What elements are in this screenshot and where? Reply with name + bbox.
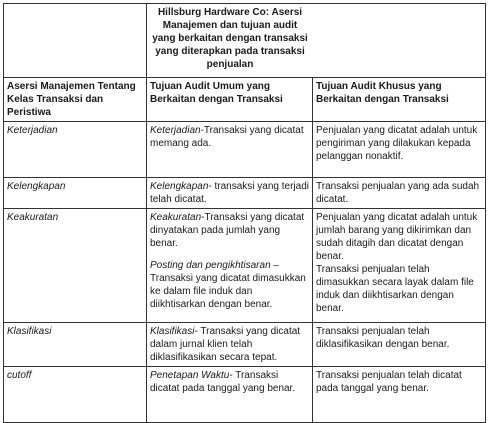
general-objective-cell [147,122,313,178]
title-row [4,4,486,78]
empty-corner-cell [4,4,147,78]
general-text: - Transaksi yang dicatat dalam jurnal klien telah diklasifikasikan secara tepat. [150,326,301,363]
table-row-completeness [4,178,486,209]
table-row-occurrence [4,122,486,178]
specific-text: Transaksi penjualan telah dimasukkan secara layak dalam file induk dan diikhtisarkan dengan benar. [316,264,474,314]
general-text: -Transaksi yang dicatat memang ada. [150,125,304,149]
general-text: -Transaksi yang dicatat dinyatakan pada jumlah yang benar. [150,212,305,249]
specific-text: Transaksi penjualan telah dicatat pada tanggal yang benar. [316,370,462,394]
audit-objectives-table [3,3,486,423]
general-objective-cell [147,209,313,323]
general-term: Posting dan pengikhtisaran – [150,260,279,271]
assertion-cell: Klasifikasi [4,323,147,367]
general-term: Penetapan Waktu [150,370,230,381]
general-text: - transaksi yang terjadi telah dicatat. [150,181,309,205]
table-title: Hillsburg Hardware Co: Asersi Manajemen dan tujuan audit yang berkaitan dengan transaksi yang diterapkan pada transaksi penjualan [152,7,308,70]
table-row-accuracy [4,209,486,323]
general-objective-cell [147,367,313,423]
specific-text: Penjualan yang dicatat adalah untuk pengiriman yang dilakukan kepada pelanggan nonaktif. [316,125,478,162]
specific-text: Penjualan yang dicatat adalah untuk jumlah barang yang dikirimkan dan sudah ditagih dan dicatat dengan benar. [316,212,478,262]
assertion-cell: Keterjadian [4,122,147,178]
table-row-classification [4,323,486,367]
specific-objective-cell [313,367,486,423]
general-term: Kelengkapan [150,181,209,192]
specific-objective-cell [313,178,486,209]
general-objective-cell [147,178,313,209]
assertion-cell: Keakuratan [4,209,147,323]
specific-objective-cell [313,323,486,367]
general-text: Transaksi yang dicatat dimasukkan ke dalam file induk dan diikhtisarkan dengan benar. [150,273,306,310]
general-term: Keakuratan [150,212,202,223]
specific-text: Transaksi penjualan telah diklasifikasikan dengan benar. [316,326,450,350]
assertion-cell: Kelengkapan [4,178,147,209]
general-term: Keterjadian [150,125,201,136]
general-text: - Transaksi dicatat pada tanggal yang benar. [150,370,296,394]
header-assertion: Asersi Manajemen Tentang Kelas Transaksi dan Peristiwa [4,78,147,122]
header-row [4,78,486,122]
header-specific-objective: Tujuan Audit Khusus yang Berkaitan dengan Transaksi [313,78,486,122]
specific-objective-cell [313,209,486,323]
header-general-objective: Tujuan Audit Umum yang Berkaitan dengan Transaksi [147,78,313,122]
table-title-cell [147,4,486,78]
general-term: Klasifikasi [150,326,195,337]
general-objective-cell [147,323,313,367]
specific-text: Transaksi penjualan yang ada sudah dicatat. [316,181,480,205]
assertion-cell: cutoff [4,367,147,423]
table-row-cutoff [4,367,486,423]
specific-objective-cell [313,122,486,178]
